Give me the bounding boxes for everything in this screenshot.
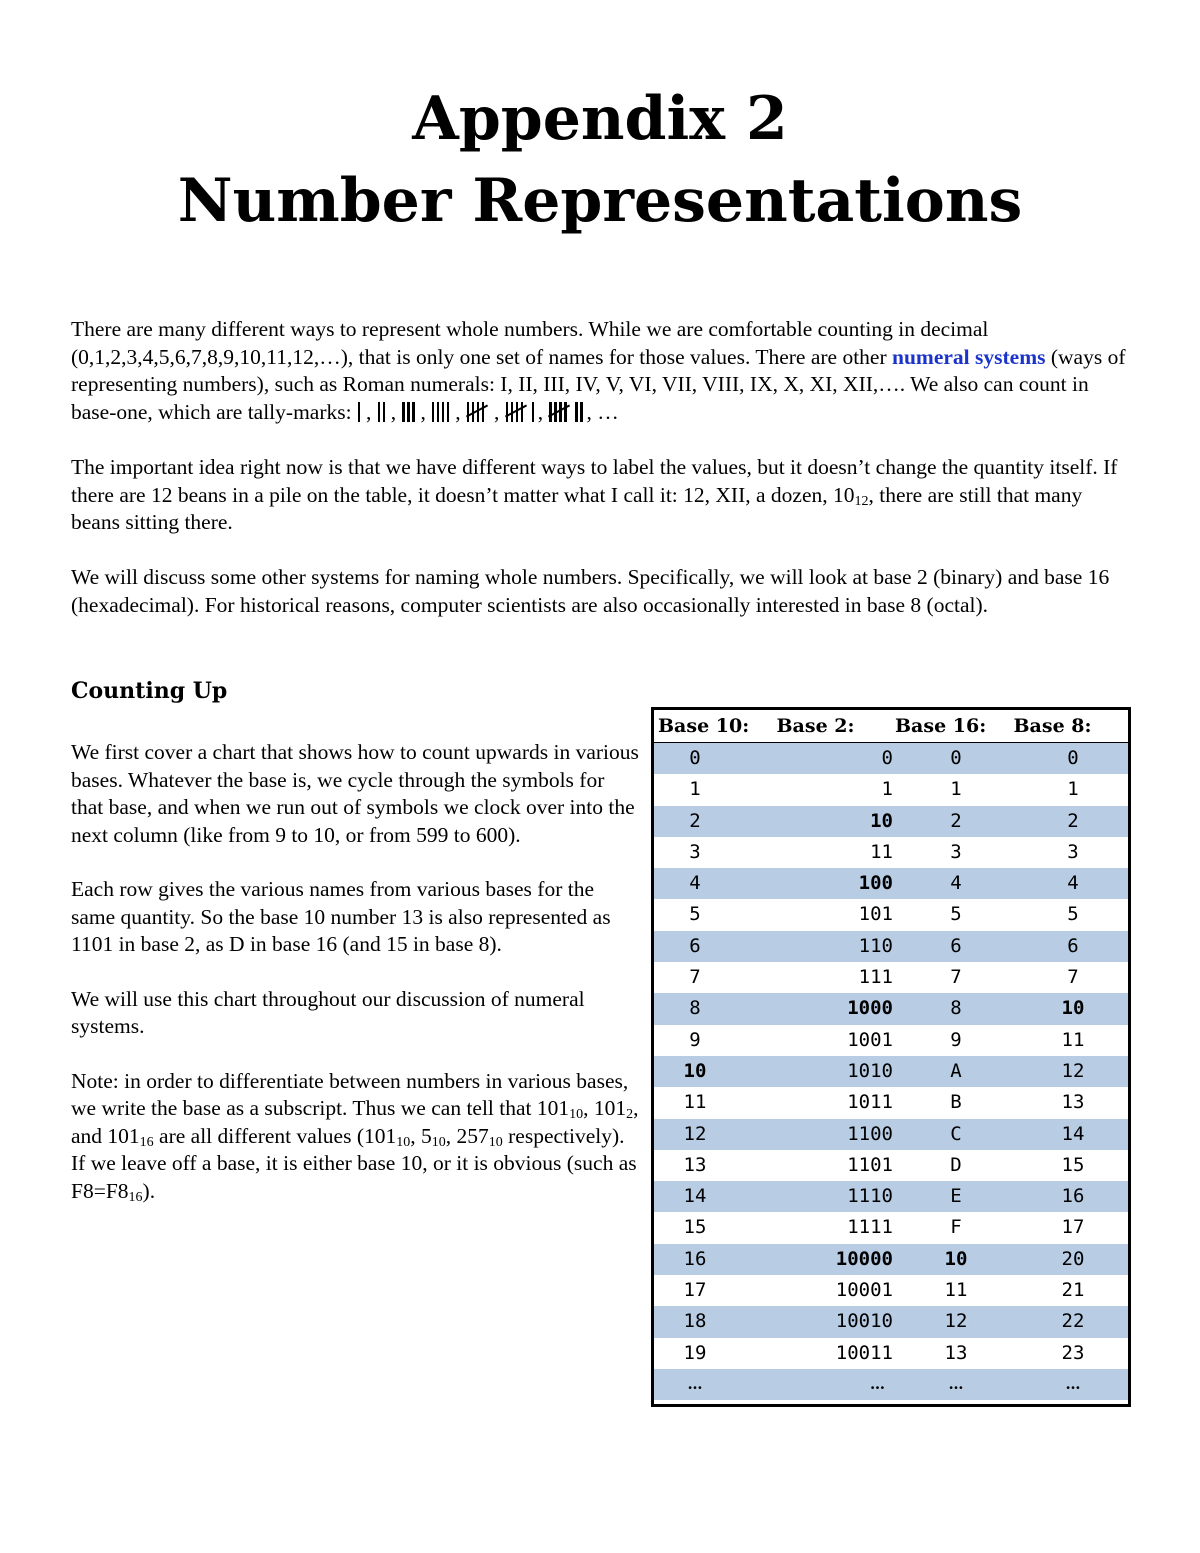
header-base-10: Base 10: <box>658 715 750 737</box>
table-cell: 17 <box>683 1279 707 1302</box>
table-cell: 100 <box>858 872 893 895</box>
table-row <box>654 774 1128 805</box>
table-cell: 5 <box>950 903 962 926</box>
table-cell: 11 <box>944 1279 968 1302</box>
table-row <box>654 1056 1128 1087</box>
table-cell: 19 <box>683 1341 707 1364</box>
table-cell: 16 <box>683 1247 707 1270</box>
table-row <box>654 1212 1128 1243</box>
table-cell: 9 <box>689 1028 701 1051</box>
table-cell: 1010 <box>847 1059 893 1082</box>
tally-marks: , , , , , , <box>357 400 587 424</box>
intro-paragraph-3: We will discuss some other systems for naming whole numbers. Specifically, we will look at base 2 (binary) and base 16 (hexadecimal). For historical reasons, computer scientists are also occasionally interested in base 8 (octal). <box>71 565 1110 617</box>
section-paragraph-3: We will use this chart throughout our discussion of numeral systems. <box>71 986 585 1038</box>
table-cell: 11 <box>1061 1028 1085 1051</box>
table-cell: 1 <box>881 778 893 801</box>
table-cell: 1 <box>689 778 701 801</box>
table-row <box>654 1338 1128 1369</box>
table-cell: 16 <box>1061 1185 1085 1208</box>
table-cell: 4 <box>689 872 701 895</box>
table-cell: 101 <box>858 903 893 926</box>
table-cell: C <box>950 1122 962 1145</box>
section-text <box>71 739 641 1232</box>
table-cell: 3 <box>950 840 962 863</box>
table-cell: 111 <box>858 966 893 989</box>
table-cell: 6 <box>950 934 962 957</box>
table-cell: … <box>1065 1374 1081 1393</box>
table-cell: 1111 <box>847 1216 893 1239</box>
table-cell: 13 <box>944 1341 968 1364</box>
table-cell: 6 <box>689 934 701 957</box>
intro-paragraph-1: There are many different ways to represent whole numbers. While we are comfortable counting in decimal (0,1,2,3,4,5,6,7,8,9,10,11,12,…), that is only one set of names for those values. There are other numeral systems (ways of representing numbers), such as Roman numerals: I, II, III, IV, V, VI, VII, VIII, IX, X, XI, XII,…. We also can count in base-one, which are tally-marks: , , , , , , , … <box>71 317 1126 424</box>
table-cell: 10 <box>944 1247 968 1270</box>
table-cell: 1 <box>1067 778 1079 801</box>
table-cell: 7 <box>1067 966 1079 989</box>
table-cell: 10010 <box>835 1310 893 1333</box>
table-cell: 0 <box>1067 747 1079 769</box>
table-cell: F <box>950 1216 962 1239</box>
table-cell: 21 <box>1061 1279 1085 1302</box>
table-cell: 23 <box>1061 1341 1085 1364</box>
title-line-2: Number Representations <box>177 166 1023 236</box>
table-cell: 12 <box>683 1122 707 1145</box>
table-cell: 11 <box>683 1091 707 1114</box>
table-row <box>654 743 1128 774</box>
table-cell: 8 <box>950 997 962 1020</box>
table-row <box>654 1275 1128 1306</box>
base-conversion-table <box>651 707 1131 1407</box>
table-cell: 7 <box>689 966 701 989</box>
table-cell: 10011 <box>835 1341 893 1364</box>
table-row <box>654 1087 1128 1118</box>
table-cell: 13 <box>683 1153 707 1176</box>
table-cell: 9 <box>950 1028 962 1051</box>
table-cell: 1000 <box>847 997 893 1020</box>
table-row <box>654 1150 1128 1181</box>
table-cell: 110 <box>858 934 893 957</box>
table-cell: 4 <box>1067 872 1079 895</box>
table-cell: 10 <box>683 1059 707 1082</box>
tally-mark-2 <box>378 402 390 422</box>
tally-mark-5 <box>467 402 493 422</box>
table-row <box>654 1369 1128 1400</box>
table-row <box>654 993 1128 1024</box>
table-row <box>654 837 1128 868</box>
table-cell: 8 <box>689 997 701 1020</box>
section-paragraph-2: Each row gives the various names from various bases for the same quantity. So the base 10 number 13 is also represented as 1101 in base 2, as D in base 16 (and 15 in base 8). <box>71 877 611 956</box>
table-header-row <box>654 710 1128 743</box>
numeral-systems-term: numeral systems <box>892 344 1046 369</box>
header-base-16: Base 16: <box>895 715 987 737</box>
table-cell: … <box>687 1374 703 1393</box>
table-cell: 5 <box>1067 903 1079 926</box>
table-row <box>654 1306 1128 1337</box>
table-cell: 22 <box>1061 1310 1085 1333</box>
table-cell: 4 <box>950 872 962 895</box>
table-cell: 1001 <box>847 1028 893 1051</box>
table-cell: D <box>950 1153 962 1176</box>
table-cell: 13 <box>1061 1091 1085 1114</box>
table-row <box>654 1119 1128 1150</box>
table-cell: 1100 <box>847 1122 893 1145</box>
table-cell: 17 <box>1061 1216 1085 1239</box>
table-cell: 10 <box>870 809 893 832</box>
table-cell: 0 <box>950 747 962 769</box>
table-cell: 14 <box>1061 1122 1085 1145</box>
table-row <box>654 931 1128 962</box>
table-row <box>654 899 1128 930</box>
table-row <box>654 806 1128 837</box>
table-cell: … <box>948 1374 964 1393</box>
table-row <box>654 1181 1128 1212</box>
intro-paragraph-2: The important idea right now is that we have different ways to label the values, but it doesn’t change the quantity itself. If there are 12 beans in a pile on the table, it doesn’t matter what I call it: 12, XII, a dozen, $10_{12}$, there are still that many beans sitting there. <box>71 455 1118 534</box>
page-title <box>0 78 1200 242</box>
table-cell: 10000 <box>835 1247 893 1270</box>
table-cell: 0 <box>689 747 701 769</box>
table-body <box>654 743 1128 1400</box>
table-cell: 20 <box>1061 1247 1085 1270</box>
table-cell: 1011 <box>847 1091 893 1114</box>
tally-mark-6 <box>506 402 537 422</box>
table-cell: 11 <box>870 840 893 863</box>
table-cell: 2 <box>689 809 701 832</box>
table-row <box>654 868 1128 899</box>
tally-mark-3 <box>402 402 419 422</box>
header-base-8: Base 8: <box>1013 715 1092 737</box>
table-cell: B <box>950 1091 962 1114</box>
table-cell: 7 <box>950 966 962 989</box>
table-cell: 2 <box>950 809 962 832</box>
table-cell: E <box>950 1185 962 1208</box>
table-cell: 1101 <box>847 1153 893 1176</box>
table-cell: 12 <box>944 1310 968 1333</box>
section-paragraph-1: We first cover a chart that shows how to count upwards in various bases. Whatever the base is, we cycle through the symbols for that base, and when we run out of symbols we clock over into the next column (like from 9 to 10, or from 599 to 600). <box>71 740 639 847</box>
header-base-2: Base 2: <box>776 715 855 737</box>
table-cell: 12 <box>1061 1059 1085 1082</box>
note-paragraph: Note: in order to differentiate between numbers in various bases, we write the base as a subscript. Thus we can tell that $101_{10}$, $101_2$, and $101_{16}$ are all different values ($101_{10}$, $5_{10}$, $257_{10}$ respectively). If we leave off a base, it is either base 10, or it is obvious (such as $F8=F8_{16}$). <box>71 1068 639 1205</box>
table-cell: 2 <box>1067 809 1079 832</box>
table-cell: 1110 <box>847 1185 893 1208</box>
table-cell: 15 <box>1061 1153 1085 1176</box>
tally-mark-7 <box>549 402 585 422</box>
tally-mark-4 <box>432 402 454 422</box>
table-cell: 15 <box>683 1216 707 1239</box>
tally-mark-1 <box>358 402 365 422</box>
table-cell: 10001 <box>835 1279 893 1302</box>
table-cell: 3 <box>689 840 701 863</box>
table-cell: A <box>950 1059 962 1082</box>
table-cell: 5 <box>689 903 701 926</box>
table-cell: 10 <box>1061 997 1085 1020</box>
table-cell: 1 <box>950 778 962 801</box>
table-row <box>654 1244 1128 1275</box>
table-cell: 6 <box>1067 934 1079 957</box>
table-cell: 0 <box>881 747 893 769</box>
table-cell: 14 <box>683 1185 707 1208</box>
table-row <box>654 962 1128 993</box>
table-cell: 18 <box>683 1310 707 1333</box>
table-row <box>654 1025 1128 1056</box>
table-cell: 3 <box>1067 840 1079 863</box>
title-line-1: Appendix 2 <box>412 84 788 154</box>
table-cell: … <box>870 1374 885 1393</box>
section-heading: Counting Up <box>71 678 228 704</box>
